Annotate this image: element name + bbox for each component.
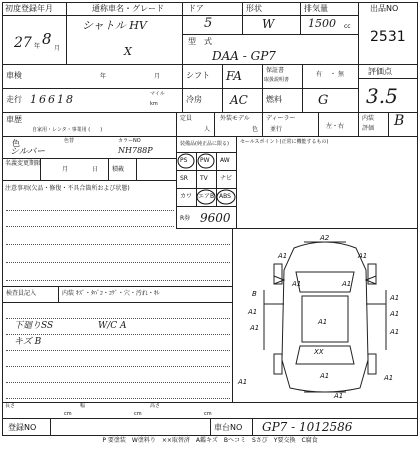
- shaken-label: 車検: [6, 71, 22, 80]
- color-label: 色: [12, 139, 20, 148]
- mark-rear: A1: [334, 392, 344, 400]
- inspector-note-3: W/C A: [98, 321, 127, 331]
- mark-hood-l: A1: [292, 280, 302, 288]
- warranty-no: 無: [338, 71, 345, 78]
- width-label: 幅: [80, 403, 86, 409]
- color-no-label: カラーNO: [118, 138, 141, 144]
- options-label: 装備品(純正品に限る): [180, 141, 229, 147]
- lot-number: 2531: [370, 29, 406, 45]
- name-grade-label: 通称車名・グレード: [92, 4, 164, 13]
- inspector-items: 内装 ｷｽﾞ・ﾀﾊﾞｺ・ｺｹﾞ・穴・汚れ・ｷﾚ: [62, 290, 160, 297]
- equip-aw: AW: [220, 157, 230, 164]
- lot-label: 出品NO: [370, 4, 399, 13]
- shape-label: 形状: [246, 4, 262, 13]
- color-no-value: NH788P: [118, 146, 153, 155]
- mark-trunk: A1: [320, 372, 330, 380]
- shift-label: シフト: [186, 71, 210, 80]
- fuel-value: G: [318, 93, 329, 108]
- interior-score: B: [394, 113, 405, 129]
- equip-abs: ABS: [219, 193, 231, 200]
- shape-value: W: [262, 17, 275, 31]
- equipment-circles: [176, 152, 236, 206]
- name-change-label: 名義変更期限: [5, 160, 42, 167]
- year-suffix: 年: [34, 43, 41, 50]
- width-cm: cm: [134, 411, 142, 417]
- displacement-label: 排気量: [304, 4, 328, 13]
- model-label: 型 式: [188, 37, 212, 46]
- model-value: DAA - GP7: [212, 49, 276, 63]
- history-types: 自家用・レンタ・事業用 ( ): [32, 127, 103, 133]
- equip-ps: PS: [180, 157, 188, 164]
- shift-value: FA: [226, 69, 242, 83]
- reg-month: 8: [42, 30, 52, 48]
- mark-side-l1: B: [252, 290, 257, 298]
- month-suffix: 月: [54, 45, 61, 52]
- mark-rr: A1: [384, 374, 394, 382]
- mark-fl: A1: [278, 252, 288, 260]
- mark-side-r3: A1: [390, 328, 400, 336]
- equip-tv: TV: [200, 175, 208, 182]
- equip-pw: PW: [200, 157, 210, 164]
- shaken-year: 年: [100, 73, 107, 80]
- name-change-day: 日: [92, 166, 99, 173]
- mark-fr: A1: [358, 252, 368, 260]
- ac-value: AC: [230, 93, 248, 107]
- chassis-label: 車台NO: [214, 423, 243, 432]
- equip-sr: SR: [180, 175, 188, 182]
- dealer-sub: 並行: [270, 126, 283, 133]
- reg-year-label: 初度登録年月: [5, 4, 53, 13]
- r-label: R券: [180, 215, 191, 222]
- car-name: シャトル HV: [82, 19, 147, 32]
- color-exchange-label: 外装モデル: [220, 115, 250, 122]
- inspector-label: 検査員記入: [6, 290, 37, 297]
- chassis-no: GP7 - 1012586: [262, 420, 353, 434]
- inspector-note-2: キズ B: [14, 337, 42, 347]
- warranty-label: 保証書: [266, 67, 285, 74]
- doors-label: ドア: [188, 4, 204, 13]
- mark-roof: A1: [318, 318, 328, 326]
- capacity-unit: 人: [204, 126, 211, 133]
- mileage-unit: マイル: [150, 91, 165, 97]
- mark-hood-r: A1: [342, 280, 352, 288]
- equip-navi: ナビ: [220, 175, 233, 182]
- equip-leather: カワ: [180, 193, 193, 200]
- ac-label: 冷房: [186, 95, 202, 104]
- selling-points-label: セールスポイント(正常に機能するもの): [240, 139, 329, 145]
- history-label: 車歴: [6, 115, 22, 124]
- fuel-label: 燃料: [266, 95, 282, 104]
- doors-value: 5: [204, 16, 213, 31]
- mark-rl: A1: [238, 378, 248, 386]
- mark-side-r2: A1: [390, 310, 400, 318]
- interior-label: 内装: [362, 115, 375, 122]
- inspector-note-1: 下廻りSS: [14, 321, 54, 331]
- cc-unit: cc: [344, 23, 351, 30]
- mark-side-l2: A1: [248, 308, 258, 316]
- shaken-month: 月: [154, 73, 161, 80]
- displacement-value: 1500: [308, 17, 336, 30]
- color-exchange-unit: 色: [252, 126, 259, 133]
- interior-label2: 評価: [362, 125, 375, 132]
- mileage-unit-km: km: [150, 101, 158, 107]
- color-value: シルバー: [10, 147, 46, 157]
- mileage-label: 走行: [6, 95, 22, 104]
- length-cm: cm: [64, 411, 72, 417]
- warranty-yes: 有: [316, 71, 323, 78]
- reg-no-label: 登録NO: [8, 423, 37, 432]
- damage-legend: P 要塗装 W塗料り ××取替済 A鑑キズ Bヘコミ Sさび Y要交換 C腐食: [102, 437, 318, 444]
- handle-label: 左・右: [326, 123, 345, 130]
- notes-label: 注意事項(欠品・修復・不具合箇所および状態): [5, 185, 130, 192]
- height-cm: cm: [204, 411, 212, 417]
- equip-airbag: エアB: [198, 193, 215, 200]
- height-label: 高さ: [150, 403, 161, 409]
- r-value: 9600: [200, 211, 231, 225]
- mark-side-r1: A1: [390, 294, 400, 302]
- mark-front: A2: [320, 234, 330, 242]
- capacity-label: 定員: [180, 115, 193, 122]
- mark-side-l3: A1: [250, 324, 260, 332]
- length-label: 長さ: [5, 403, 16, 409]
- score-label: 評価点: [368, 67, 392, 76]
- dealer-label: ディーラー: [266, 115, 296, 122]
- loading-label: 積載: [112, 166, 125, 173]
- name-change-month: 月: [62, 166, 69, 173]
- car-grade: X: [124, 45, 132, 58]
- overall-score: 3.5: [366, 84, 398, 108]
- reg-era: 27: [14, 35, 32, 51]
- warranty-sub: 取扱説明書: [264, 77, 290, 83]
- mark-rear-glass: XX: [314, 348, 324, 356]
- mileage-digits: 16618: [30, 93, 75, 106]
- car-diagram: [234, 230, 416, 400]
